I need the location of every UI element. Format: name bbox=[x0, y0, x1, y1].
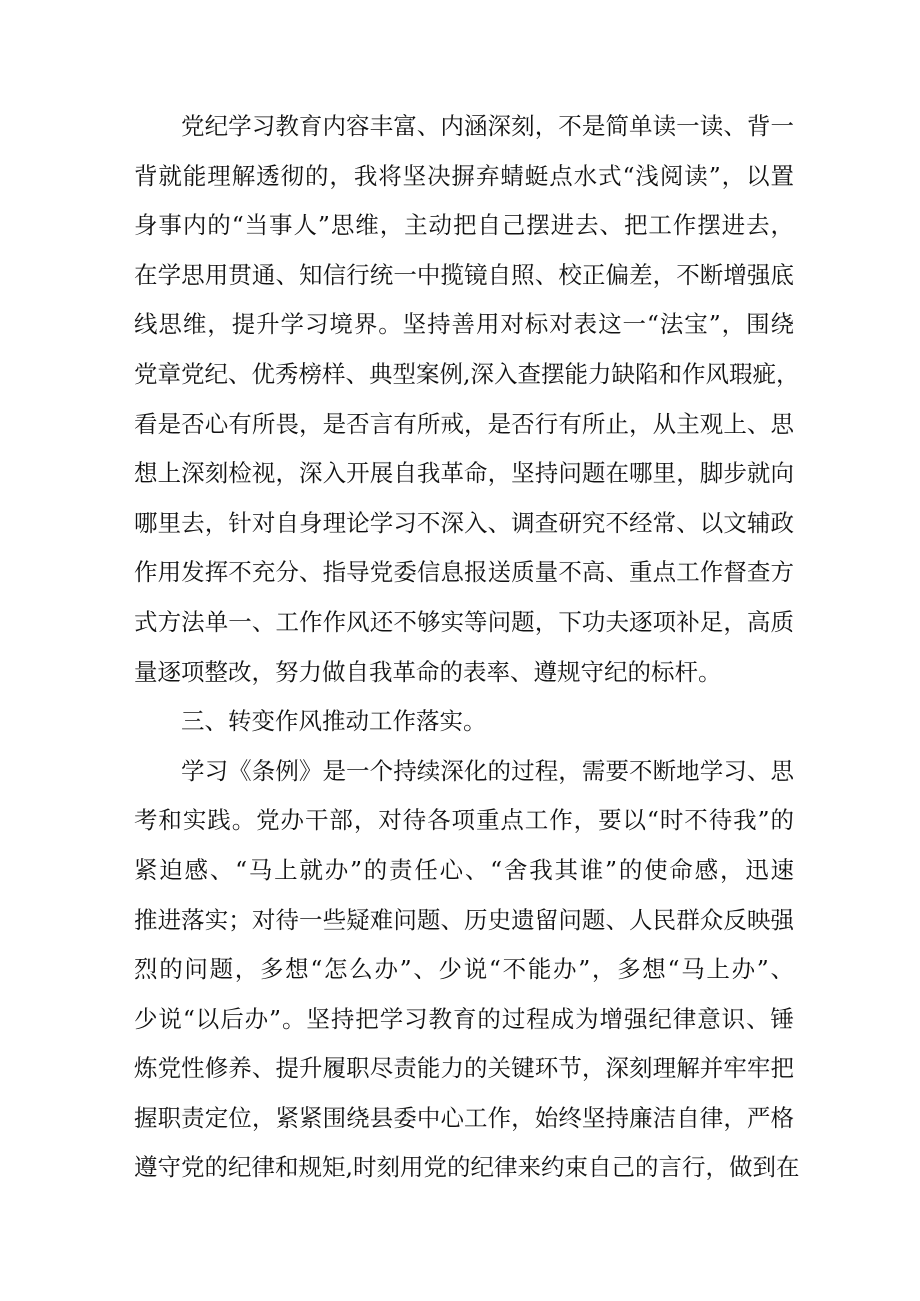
paragraph-line: 紧迫感、“马上就办”的责任心、“舍我其谁”的使命感，迅速 bbox=[134, 855, 794, 884]
paragraph-line: 背就能理解透彻的，我将坚决摒弃蜻蜓点水式“浅阅读”，以置 bbox=[134, 161, 794, 190]
paragraph-line: 党纪学习教育内容丰富、内涵深刻，不是简单读一读、背一 bbox=[181, 112, 794, 140]
paragraph-line: 式方法单一、工作作风还不够实等问题，下功夫逐项补足，高质 bbox=[134, 607, 794, 636]
section-heading: 三、转变作风推动工作落实。 bbox=[181, 707, 487, 736]
document-page bbox=[134, 102, 800, 1193]
paragraph-line: 握职责定位，紧紧围绕县委中心工作，始终坚持廉洁自律，严格 bbox=[134, 1103, 794, 1132]
paragraph-2 bbox=[134, 747, 800, 1193]
paragraph-line: 考和实践。党办干部，对待各项重点工作，要以“时不待我”的 bbox=[134, 806, 794, 835]
paragraph-line: 在学思用贯通、知信行统一中揽镜自照、校正偏差，不断增强底 bbox=[134, 260, 794, 289]
paragraph-line: 学习《条例》是一个持续深化的过程，需要不断地学习、思 bbox=[181, 756, 794, 785]
paragraph-line: 遵守党的纪律和规矩,时刻用党的纪律来约束自己的言行，做到在 bbox=[134, 1153, 800, 1182]
paragraph-line: 量逐项整改，努力做自我革命的表率、遵规守纪的标杆。 bbox=[134, 657, 722, 686]
paragraph-line: 炼党性修养、提升履职尽责能力的关键环节，深刻理解并牢牢把 bbox=[134, 1054, 794, 1083]
paragraph-line: 少说“以后办”。坚持把学习教育的过程成为增强纪律意识、锤 bbox=[134, 1004, 794, 1033]
paragraph-line: 想上深刻检视，深入开展自我革命，坚持问题在哪里，脚步就向 bbox=[134, 459, 794, 488]
paragraph-line: 身事内的“当事人”思维，主动把自己摆进去、把工作摆进去， bbox=[134, 211, 794, 240]
paragraph-line: 哪里去，针对自身理论学习不深入、调查研究不经常、以文辅政 bbox=[134, 508, 794, 537]
paragraph-line: 烈的问题，多想“怎么办”、少说“不能办”，多想“马上办”、 bbox=[134, 955, 794, 984]
paragraph-line: 看是否心有所畏，是否言有所戒，是否行有所止，从主观上、思 bbox=[134, 409, 794, 438]
paragraph-line: 作用发挥不充分、指导党委信息报送质量不高、重点工作督查方 bbox=[134, 558, 794, 587]
paragraph-line: 党章党纪、优秀榜样、典型案例,深入查摆能力缺陷和作风瑕疵， bbox=[134, 359, 800, 388]
paragraph-line: 推进落实；对待一些疑难问题、历史遗留问题、人民群众反映强 bbox=[134, 905, 794, 934]
paragraph-line: 线思维，提升学习境界。坚持善用对标对表这一“法宝”，围绕 bbox=[134, 310, 794, 339]
paragraph-1 bbox=[134, 102, 800, 697]
